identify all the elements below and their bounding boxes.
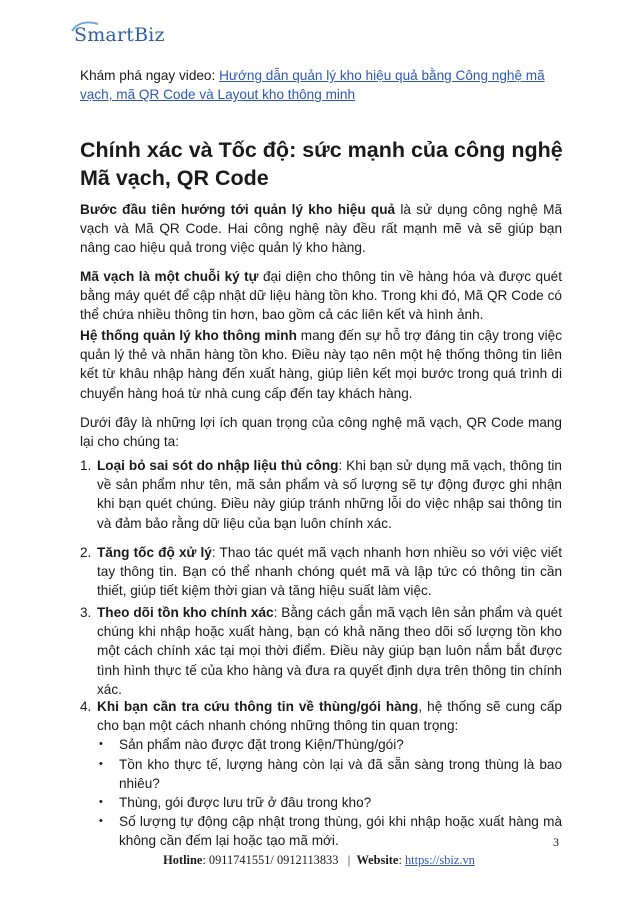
paragraph-barcode-first-step: [80, 200, 562, 258]
bullet-icon: •: [99, 815, 103, 828]
logo-text: SmartBiz: [74, 24, 165, 46]
bullet-text: Sản phẩm nào được đặt trong Kiện/Thùng/gói?: [119, 737, 404, 753]
bullet-text: Tồn kho thực tế, lượng hàng còn lại và đã sẵn sàng trong thùng là bao nhiêu?: [119, 756, 562, 791]
list-number: 2.: [80, 545, 92, 560]
bullet-icon: •: [99, 796, 103, 809]
video-link[interactable]: Hướng dẫn quản lý kho hiệu quả bằng Công nghệ mã vạch, mã QR Code và Layout kho thông minh: [80, 68, 545, 102]
list-number: 1.: [80, 458, 92, 473]
paragraph-bold: Hệ thống quản lý kho thông minh: [80, 328, 297, 343]
bullet-text: Số lượng tự động cập nhật trong thùng, gói khi nhập hoặc xuất hàng mà không cần đếm lại hoặc tạo mã mới.: [119, 814, 562, 849]
paragraph-benefits-intro: [80, 413, 562, 451]
website-link[interactable]: https://sbiz.vn: [404, 853, 475, 867]
list-item-text: : Khi bạn sử dụng mã vạch, thông tin về sản phẩm như tên, mã sản phẩm và số lượng sẽ tự động được ghi nhận khi bạn quét chúng. Điều này giúp tránh những lỗi do việc nhập sai thông tin và đảm bảo rằng dữ liệu của bạn luôn chính xác.: [97, 458, 562, 531]
section-heading: Chính xác và Tốc độ: sức mạnh của công nghệ Mã vạch, QR Code: [80, 138, 563, 190]
hotline-value: : 0911741551/ 0912113833: [202, 853, 339, 867]
list-item: [80, 456, 562, 533]
website-label: Website: [356, 853, 399, 867]
benefits-list: [80, 603, 562, 699]
page-number: 3: [553, 835, 559, 849]
intro-prefix: Khám phá ngay video:: [80, 68, 220, 83]
paragraph-text: là sử dụng công nghệ Mã vạch và Mã QR Code. Hai công nghệ này đều rất mạnh mẽ và sẽ giúp bạn nâng cao hiệu quả trong việc quản lý kho hàng.: [80, 202, 563, 256]
bullet-icon: •: [99, 757, 103, 770]
list-item-text: , hệ thống sẽ cung cấp cho bạn một cách nhanh chóng những thông tin quan trọng:: [97, 699, 562, 734]
logo-swoosh-icon: [70, 20, 100, 34]
paragraph-bold: Mã vạch là một chuỗi ký tự: [80, 269, 259, 284]
bullet-icon: •: [99, 738, 103, 751]
paragraph-text: Dưới đây là những lợi ích quan trọng của công nghệ mã vạch, QR Code mang lại cho chúng ta:: [80, 415, 562, 450]
benefits-list: [80, 697, 562, 851]
paragraph-barcode-definition: [80, 267, 562, 325]
paragraph-text: mang đến sự hỗ trợ đáng tin cậy trong việc quản lý thẻ và nhãn hàng tồn kho. Điều này tạo nên một hệ thống thông tin liên kết từ khâu nhập hàng đến xuất hàng, giúp liên kết mọi bước trong quá trình di chuyển hàng hoá từ nhà cung cấp đến tay khách hàng.: [80, 328, 562, 401]
smartbiz-logo: [74, 24, 165, 46]
website-colon: :: [398, 853, 405, 867]
bullet-item: [97, 735, 562, 754]
list-number: 3.: [80, 605, 92, 620]
list-number: 4.: [80, 699, 92, 714]
hotline-label: Hotline: [163, 853, 203, 867]
list-item-bold: Loại bỏ sai sót do nhập liệu thủ công: [97, 458, 339, 473]
list-item-text: : Bằng cách gắn mã vạch lên sản phẩm và quét chúng khi nhập hoặc xuất hàng, bạn có khả năng theo dõi số lượng tồn kho một cách chính xác tại mọi thời điểm. Điều này giúp bạn luôn nắm bắt được tình hình thực tế của kho hàng và đưa ra quyết định dựa trên thông tin chính xác.: [97, 605, 562, 697]
list-item-bold: Theo dõi tồn kho chính xác: [97, 605, 274, 620]
bullet-item: [97, 812, 562, 850]
paragraph-bold: Bước đầu tiên hướng tới quản lý kho hiệu quả: [80, 202, 396, 217]
paragraph-text: đại diện cho thông tin về hàng hóa và được quét bằng máy quét để cập nhật dữ liệu hàng tồn kho. Trong khi đó, Mã QR Code có thể chứa nhiều thông tin hơn, bao gồm cả các liên kết và hình ảnh.: [80, 269, 562, 323]
list-item-text: : Thao tác quét mã vạch nhanh hơn nhiều so với việc viết tay thông tin. Bạn có thể nhanh chóng quét mã và lập tức có thông tin cần thiết, giúp tiết kiệm thời gian và tăng hiệu suất làm việc.: [97, 545, 562, 599]
intro-text: [80, 66, 562, 104]
footer: [0, 853, 638, 868]
bullet-item: [97, 755, 562, 793]
list-item-bold: Khi bạn cần tra cứu thông tin về thùng/gói hàng: [97, 699, 419, 714]
list-item: [80, 543, 562, 601]
list-item: [80, 697, 562, 735]
benefits-list: [80, 543, 562, 601]
footer-separator: |: [347, 853, 351, 867]
sub-list: [80, 735, 562, 850]
list-item-bold: Tăng tốc độ xử lý: [97, 545, 212, 560]
bullet-item: [97, 793, 562, 812]
bullet-text: Thùng, gói được lưu trữ ở đâu trong kho?: [119, 795, 372, 811]
list-item: [80, 603, 562, 699]
benefits-list: [80, 456, 562, 533]
paragraph-smart-warehouse: [80, 326, 562, 403]
